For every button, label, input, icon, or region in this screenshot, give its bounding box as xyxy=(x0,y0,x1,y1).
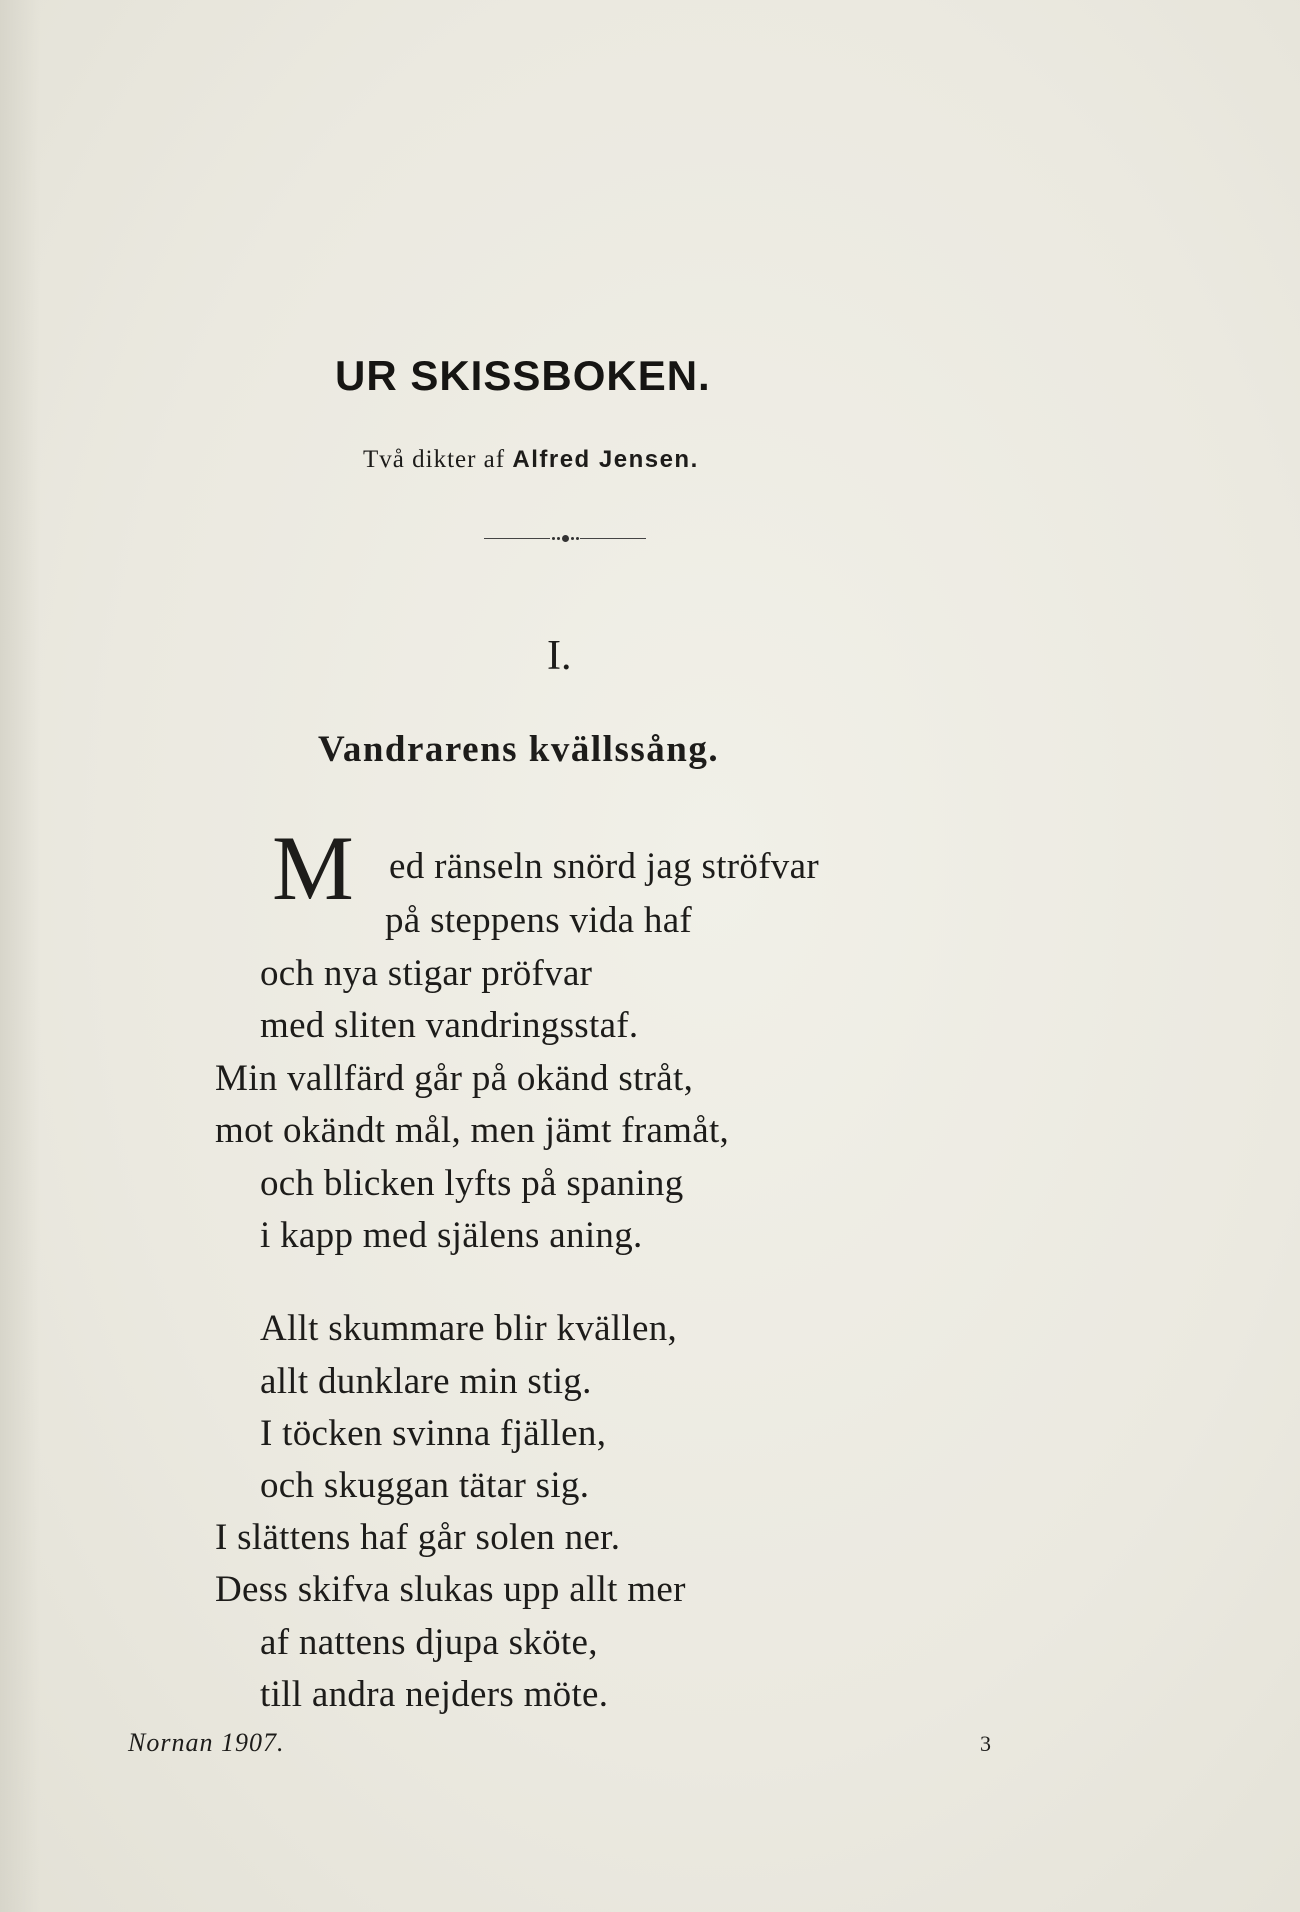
page-number: 3 xyxy=(980,1731,991,1756)
poem-line: Dess skifva slukas upp allt mer xyxy=(215,1569,686,1610)
subtitle-prefix: Två dikter af xyxy=(363,446,506,473)
poem-line: mot okändt mål, men jämt framåt, xyxy=(215,1110,730,1151)
section-number: I. xyxy=(547,633,572,679)
poem-title: Vandrarens kvällssång. xyxy=(318,729,720,770)
divider-dot-center xyxy=(562,535,569,542)
ornamental-divider xyxy=(484,534,646,544)
subtitle xyxy=(363,446,699,474)
divider-dot xyxy=(557,537,560,540)
author-name: Alfred Jensen. xyxy=(512,446,699,473)
poem-line: i kapp med själens aning. xyxy=(260,1215,643,1256)
poem-line: ed ränseln snörd jag ströfvar xyxy=(389,846,819,887)
page-gutter-shadow xyxy=(0,0,40,1912)
poem-line: och skuggan tätar sig. xyxy=(260,1465,590,1506)
poem-line: I töcken svinna fjällen, xyxy=(260,1413,607,1454)
poem-line: allt dunklare min stig. xyxy=(260,1361,592,1402)
page-title: UR SKISSBOKEN. xyxy=(335,352,711,399)
divider-rule-left xyxy=(484,538,550,539)
poem-line: på steppens vida haf xyxy=(385,900,693,941)
poem-line: I slättens haf går solen ner. xyxy=(215,1517,621,1558)
poem-line: af nattens djupa sköte, xyxy=(260,1622,598,1663)
poem-line: Allt skummare blir kvällen, xyxy=(260,1308,678,1349)
poem-line: till andra nejders möte. xyxy=(260,1674,609,1715)
poem-line: med sliten vandringsstaf. xyxy=(260,1005,639,1046)
divider-dot xyxy=(576,537,579,540)
divider-rule-right xyxy=(580,538,646,539)
divider-dot xyxy=(571,537,574,540)
drop-cap: M xyxy=(272,817,354,919)
divider-dots xyxy=(550,535,580,543)
source-citation: Nornan 1907. xyxy=(128,1728,285,1757)
poem-line: och blicken lyfts på spaning xyxy=(260,1163,684,1204)
poem-line: Min vallfärd går på okänd stråt, xyxy=(215,1058,694,1099)
poem-line: och nya stigar pröfvar xyxy=(260,953,593,994)
divider-dot xyxy=(552,537,555,540)
